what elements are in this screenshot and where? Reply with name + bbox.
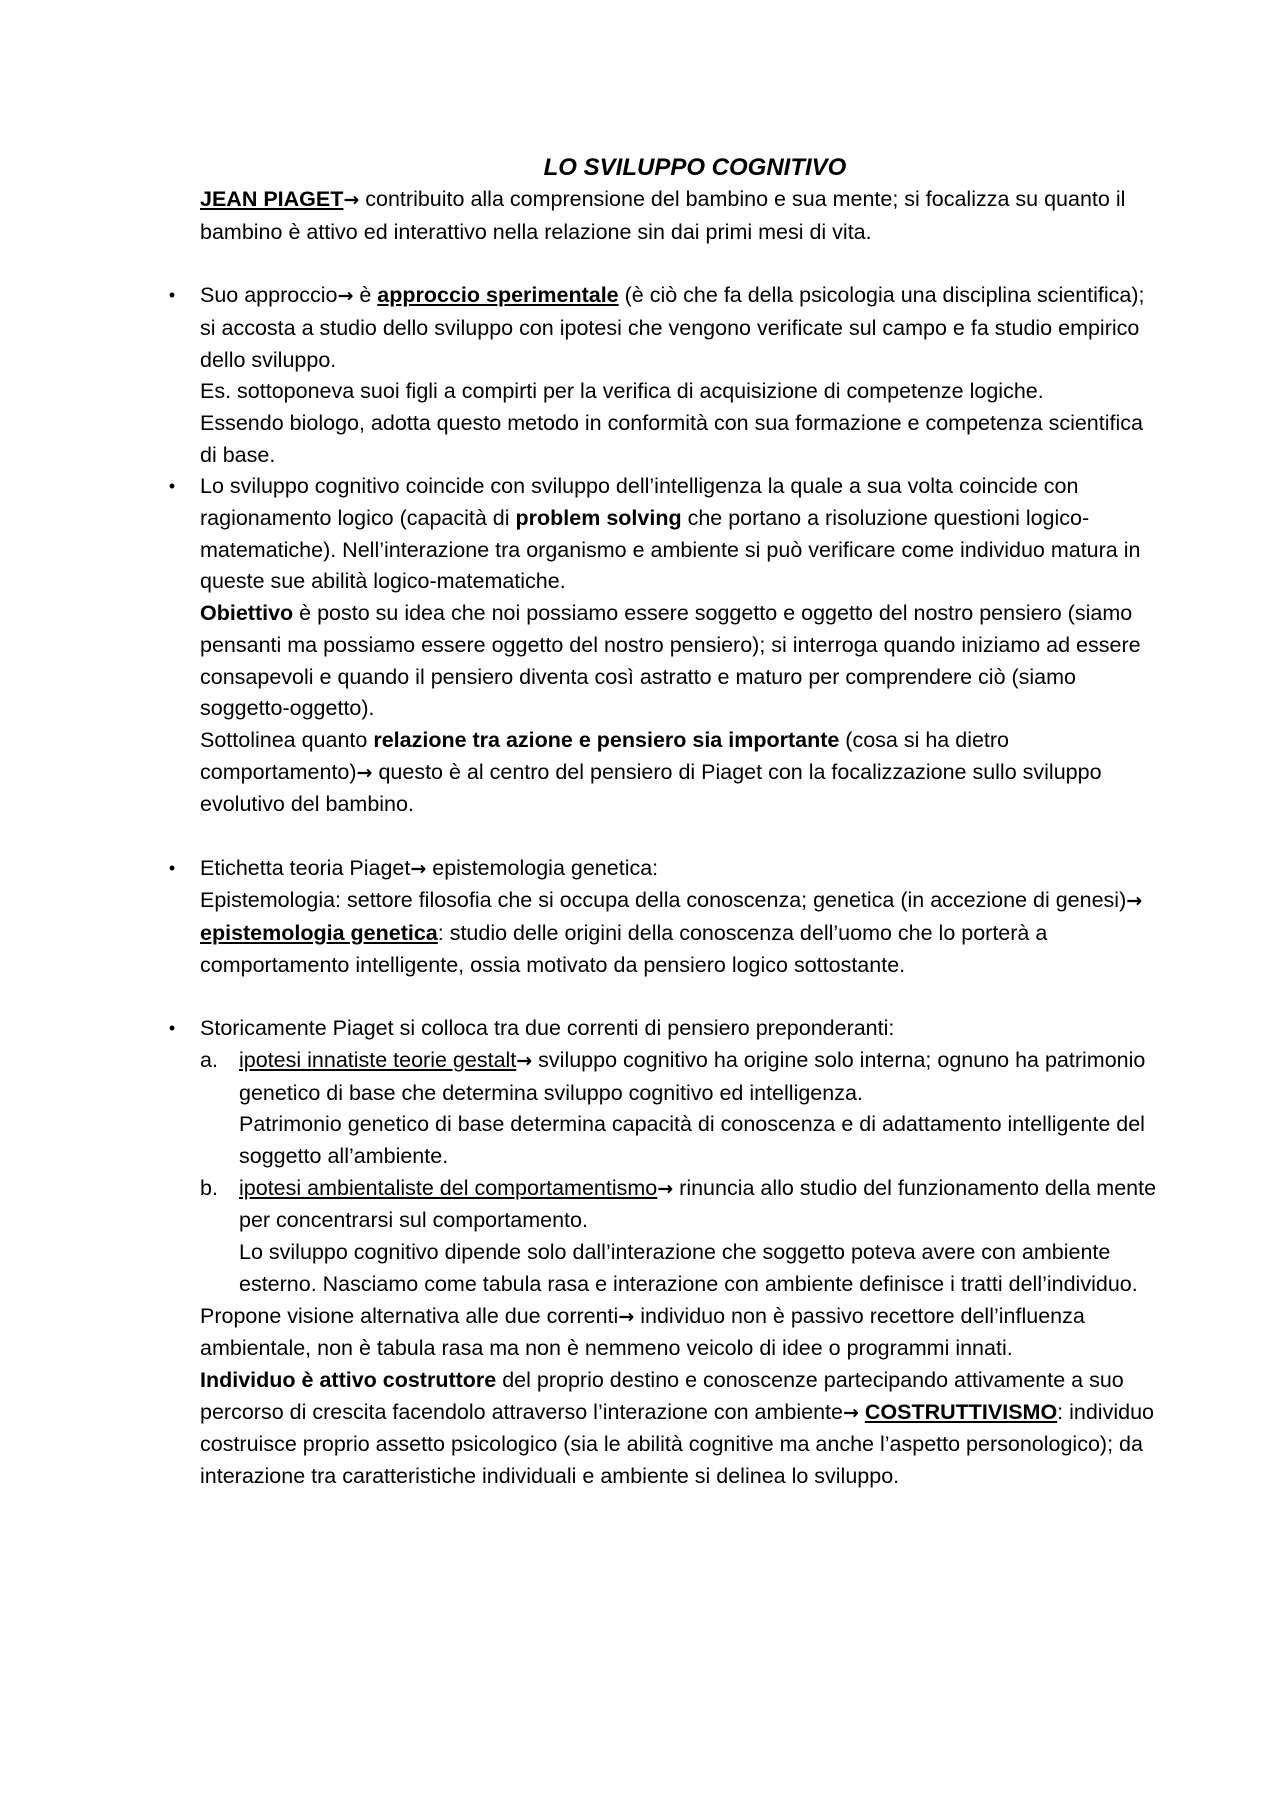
bullet-item-approccio (168, 280, 1160, 471)
text-run: epistemologia genetica: (426, 855, 659, 880)
text-run: rinuncia allo studio del funzionamento della mente per concentrarsi sul comportamento. (239, 1175, 1157, 1233)
sub-item-innatiste (200, 1045, 1160, 1173)
arrow-icon: → (356, 761, 373, 784)
bullet-icon: • (168, 285, 176, 306)
arrow-icon: → (842, 1401, 859, 1424)
text-run: questo è al centro del pensiero di Piaget con la focalizzazione sullo sviluppo evolutivo del bambino. (200, 759, 1102, 817)
text-run: (cosa si ha dietro comportamento) (200, 727, 1010, 784)
bullet-paragraph (200, 885, 1160, 981)
blank-line (200, 821, 1160, 853)
text-run: sviluppo cognitivo ha origine solo interna; ognuno ha patrimonio genetico di base che determina sviluppo cognitivo ed intelligenza. (239, 1047, 1146, 1105)
blank-line (200, 248, 1160, 280)
bullet-item-correnti (168, 1013, 1160, 1493)
bullet-icon: • (168, 857, 176, 878)
page-title: LO SVILUPPO COGNITIVO (543, 154, 847, 181)
text-run: è posto su idea che noi possiamo essere soggetto e oggetto del nostro pensiero (siamo pensanti ma possiamo essere oggetto del nostro pensiero); si interroga quando iniziamo ad essere consapevoli e quando il pensiero diventa così astratto e maturo per comprendere ciò (siamo soggetto-oggetto). (200, 601, 1141, 721)
intro-paragraph (200, 184, 1160, 248)
intro-text: contribuito alla comprensione del bambino e sua mente; si focalizza su quanto il bambino è attivo ed interattivo nella relazione sin dai primi mesi di vita. (200, 187, 1126, 244)
sub-item-ambientaliste (200, 1173, 1160, 1301)
bullet-icon: • (168, 476, 176, 497)
arrow-icon: → (618, 1305, 635, 1328)
bullet-text (200, 471, 1160, 598)
sub-item-paragraph: Lo sviluppo cognitivo dipende solo dall’interazione che soggetto poteva avere con ambiente esterno. Nasciamo come tabula rasa e interazione con ambiente definisce i tratti dell’individuo. (239, 1240, 1138, 1296)
arrow-icon: → (516, 1049, 533, 1072)
bullet-text (200, 853, 1160, 886)
text-run: Epistemologia: settore filosofia che si occupa della conoscenza; genetica (in accezione di genesi) (200, 888, 1127, 913)
bullet-text (200, 280, 1160, 376)
arrow-icon: → (410, 857, 427, 880)
arrow-icon: → (343, 189, 360, 211)
text-run: Sottolinea quanto (200, 727, 374, 752)
text-run: Etichetta teoria Piaget (200, 855, 411, 880)
text-run: individuo non è passivo recettore dell’influenza ambientale, non è tabula rasa ma non è nemmeno veicolo di idee o programmi innati. (200, 1303, 1085, 1361)
emphasis-term: COSTRUTTIVISMO (864, 1399, 1058, 1424)
underlined-term: ipotesi ambientaliste del comportamentismo (239, 1175, 658, 1200)
text-run: Lo sviluppo cognitivo coincide con sviluppo dell’intelligenza la quale a sua volta coincide con ragionamento logico (capacità di (200, 474, 1079, 531)
bullet-paragraph: Essendo biologo, adotta questo metodo in conformità con sua formazione e competenza scientifica di base. (200, 410, 1143, 467)
sub-item-paragraph: Patrimonio genetico di base determina capacità di conoscenza e di adattamento intelligente del soggetto all’ambiente. (239, 1112, 1145, 1169)
text-run: : individuo costruisce proprio assetto psicologico (sia le abilità cognitive ma anche l’aspetto personologico); da interazione tra caratteristiche individuali e ambiente si delinea lo sviluppo. (200, 1399, 1154, 1489)
bullet-paragraph: Es. sottoponeva suoi figli a compirti per la verifica di acquisizione di competenze logiche. (200, 379, 1044, 404)
document-body (168, 152, 1160, 1493)
bullet-icon: • (168, 1018, 176, 1039)
bullet-paragraph (200, 725, 1160, 821)
list-marker: a. (200, 1047, 218, 1072)
emphasis-term: epistemologia genetica (200, 921, 438, 946)
arrow-icon: → (1126, 890, 1143, 913)
bullet-item-epistemologia (168, 853, 1160, 982)
emphasis-term: approccio sperimentale (377, 283, 619, 308)
emphasis-term: problem solving (515, 506, 682, 531)
sub-item-text (239, 1173, 1160, 1237)
sub-item-text (239, 1045, 1160, 1109)
text-run: Suo approccio (200, 283, 338, 308)
text-run: che portano a risoluzione questioni logico-matematiche). Nell’interazione tra organismo e ambiente si può verificare come individuo matura in queste sue abilità logico-matematiche. (200, 506, 1141, 594)
intro-name: JEAN PIAGET (200, 187, 344, 211)
underlined-term: ipotesi innatiste teorie gestalt (239, 1047, 517, 1072)
bullet-paragraph (200, 1365, 1160, 1493)
text-run: (è ciò che fa della psicologia una disciplina scientifica); si accosta a studio dello sviluppo con ipotesi che vengono verificate sul campo e fa studio empirico dello sviluppo. (200, 283, 1145, 372)
arrow-icon: → (657, 1177, 674, 1200)
emphasis-term: Individuo è attivo costruttore (200, 1367, 497, 1392)
bullet-paragraph (200, 598, 1160, 725)
emphasis-term: Obiettivo (200, 601, 294, 626)
bullet-paragraph (200, 1301, 1160, 1365)
text-run: Propone visione alternativa alle due correnti (200, 1303, 619, 1328)
bullet-text: Storicamente Piaget si colloca tra due correnti di pensiero preponderanti: (200, 1016, 895, 1041)
text-run: del proprio destino e conoscenze partecipando attivamente a suo percorso di crescita facendolo attraverso l’interazione con ambiente (200, 1367, 1124, 1424)
emphasis-term: relazione tra azione e pensiero sia importante (373, 727, 840, 752)
text-run: : studio delle origini della conoscenza dell’uomo che lo porterà a comportamento intelligente, ossia motivato da pensiero logico sottostante. (200, 921, 1048, 977)
blank-line (200, 982, 1160, 1014)
bullet-item-sviluppo (168, 471, 1160, 821)
text-run: è (353, 283, 378, 308)
arrow-icon: → (337, 285, 354, 308)
list-marker: b. (200, 1175, 218, 1200)
